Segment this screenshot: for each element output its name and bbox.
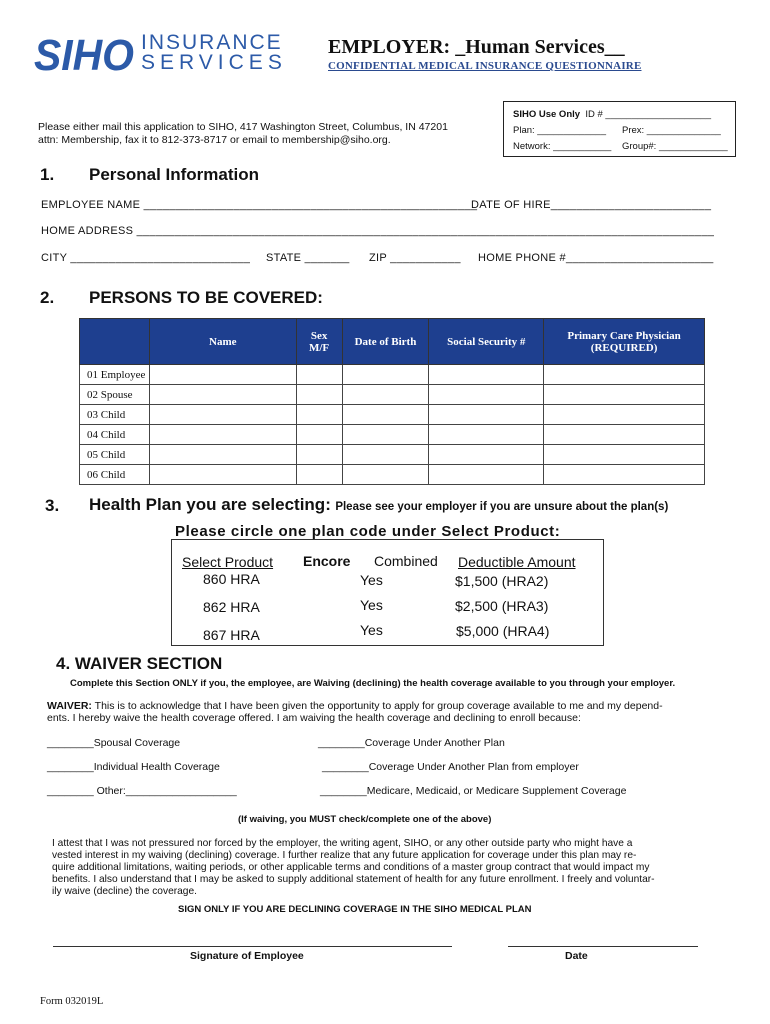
sex-cell[interactable]: [296, 365, 342, 385]
persons-table: [79, 318, 705, 485]
waiver-label: WAIVER:: [47, 700, 92, 712]
dob-cell[interactable]: [342, 425, 429, 445]
pcp-cell[interactable]: [544, 385, 705, 405]
section-2-title: PERSONS TO BE COVERED:: [89, 288, 323, 307]
home-phone-field[interactable]: HOME PHONE #_______________________: [478, 252, 714, 264]
table-row: [80, 365, 705, 385]
siho-logo: [34, 32, 134, 74]
sex-cell[interactable]: [296, 385, 342, 405]
logo-line-2: SERVICES: [141, 51, 287, 74]
form-number: Form 032019L: [40, 996, 104, 1007]
row-label: 06 Child: [80, 465, 150, 485]
dob-cell[interactable]: [342, 465, 429, 485]
plan-combined-867: Yes: [360, 622, 383, 638]
siho-plan-field[interactable]: Plan: _____________: [513, 125, 606, 136]
employer-title: EMPLOYER: _Human Services__: [328, 36, 625, 58]
ssn-cell[interactable]: [429, 405, 544, 425]
col-deductible: Deductible Amount: [458, 554, 576, 570]
mail-line-2: attn: Membership, fax it to 812-373-8717 or email to membership@siho.org.: [38, 134, 391, 146]
section-1-number: 1.: [40, 165, 55, 184]
waiver-text-2: ents. I hereby waive the health coverage offered. I am waiving the health coverage and declining to enroll because:: [47, 712, 581, 724]
name-cell[interactable]: [149, 445, 296, 465]
name-cell[interactable]: [149, 465, 296, 485]
attest-line-1: I attest that I was not pressured nor forced by the employer, the writing agent, SIHO, or any other outside party who might have a: [52, 838, 633, 849]
siho-prex-field[interactable]: Prex: ______________: [622, 125, 721, 136]
siho-use-only-box: [503, 101, 736, 157]
table-row: [80, 385, 705, 405]
attest-line-2: vested interest in my waiving (declining) coverage. I further realize that any future application for coverage under this plan may re-: [52, 850, 637, 861]
name-cell[interactable]: [149, 425, 296, 445]
table-row: [80, 405, 705, 425]
col-encore: Encore: [303, 553, 351, 569]
logo-line-1: INSURANCE: [141, 31, 283, 54]
plan-code-860[interactable]: 860 HRA: [203, 571, 260, 587]
sign-only-note: SIGN ONLY IF YOU ARE DECLINING COVERAGE IN THE SIHO MEDICAL PLAN: [178, 904, 532, 915]
col-header-name: Name: [149, 319, 296, 365]
option-medicare[interactable]: ________Medicare, Medicaid, or Medicare Supplement Coverage: [320, 785, 627, 797]
row-label: 03 Child: [80, 405, 150, 425]
confidential-title: CONFIDENTIAL MEDICAL INSURANCE QUESTIONNAIRE: [328, 60, 642, 72]
sex-cell[interactable]: [296, 465, 342, 485]
sex-cell[interactable]: [296, 425, 342, 445]
date-of-hire-field[interactable]: DATE OF HIRE_________________________: [471, 199, 712, 211]
dob-cell[interactable]: [342, 405, 429, 425]
dob-cell[interactable]: [342, 385, 429, 405]
plan-code-867[interactable]: 867 HRA: [203, 627, 260, 643]
col-header-dob: Date of Birth: [342, 319, 429, 365]
col-combined: Combined: [374, 553, 438, 569]
section-3-note: Please see your employer if you are unsure about the plan(s): [335, 501, 669, 513]
row-label: 02 Spouse: [80, 385, 150, 405]
plan-deductible-860: $1,500 (HRA2): [455, 573, 549, 589]
table-row: [80, 445, 705, 465]
name-cell[interactable]: [149, 385, 296, 405]
sex-cell[interactable]: [296, 445, 342, 465]
col-header-ssn: Social Security #: [429, 319, 544, 365]
ssn-cell[interactable]: [429, 445, 544, 465]
siho-id-field[interactable]: ID # ____________________: [585, 109, 712, 120]
section-3-title: Health Plan you are selecting:: [89, 495, 331, 514]
col-header-sex: Sex M/F: [296, 319, 342, 365]
attest-line-5: ily waive (decline) the coverage.: [52, 886, 197, 897]
home-address-field[interactable]: HOME ADDRESS __________________________________________________________________________________________: [41, 225, 715, 237]
section-3-number: 3.: [45, 496, 60, 515]
row-label: 04 Child: [80, 425, 150, 445]
table-row: [80, 425, 705, 445]
row-label: 05 Child: [80, 445, 150, 465]
date-line[interactable]: [508, 946, 698, 947]
logo-wordmark: SIHO: [34, 32, 134, 74]
pcp-cell[interactable]: [544, 365, 705, 385]
circle-instruction: Please circle one plan code under Select Product:: [175, 523, 561, 540]
persons-header-row: [80, 319, 705, 365]
col-select-product: Select Product: [182, 554, 274, 570]
ssn-cell[interactable]: [429, 365, 544, 385]
signature-label: Signature of Employee: [190, 950, 304, 962]
option-another-plan[interactable]: ________Coverage Under Another Plan: [318, 737, 505, 749]
plan-deductible-862: $2,500 (HRA3): [455, 598, 549, 614]
siho-network-field[interactable]: Network: ___________: [513, 141, 612, 152]
mail-line-1: Please either mail this application to SIHO, 417 Washington Street, Columbus, IN 47201: [38, 121, 448, 133]
ssn-cell[interactable]: [429, 425, 544, 445]
col-header-pcp: Primary Care Physician (REQUIRED): [544, 319, 705, 365]
mail-instructions: [38, 121, 448, 147]
city-field[interactable]: CITY ____________________________: [41, 252, 251, 264]
plan-combined-862: Yes: [360, 597, 383, 613]
pcp-cell[interactable]: [544, 425, 705, 445]
pcp-cell[interactable]: [544, 445, 705, 465]
option-spousal-coverage[interactable]: ________Spousal Coverage: [47, 737, 181, 749]
waiver-text-1: This is to acknowledge that I have been given the opportunity to apply for group coverage available to me and my depend-: [91, 700, 663, 712]
dob-cell[interactable]: [342, 445, 429, 465]
plan-combined-860: Yes: [360, 572, 383, 588]
siho-group-field[interactable]: Group#: _____________: [622, 141, 728, 152]
table-row: [80, 465, 705, 485]
sex-cell[interactable]: [296, 405, 342, 425]
waiver-section-title: 4. WAIVER SECTION: [56, 654, 223, 673]
logo-text: [141, 33, 287, 73]
option-individual-coverage[interactable]: ________Individual Health Coverage: [47, 761, 220, 773]
section-1-title: Personal Information: [89, 165, 260, 184]
attestation: [52, 838, 655, 898]
section-3-heading: [89, 495, 668, 515]
zip-field[interactable]: ZIP ___________: [369, 252, 461, 264]
employee-name-field[interactable]: EMPLOYEE NAME ____________________________________________________: [41, 199, 478, 211]
ssn-cell[interactable]: [429, 465, 544, 485]
name-cell[interactable]: [149, 365, 296, 385]
plan-selection-box: [171, 539, 604, 646]
dob-cell[interactable]: [342, 365, 429, 385]
attest-line-3: quire additional limitations, waiting periods, or other applicable terms and conditions of a master group contract that would impact my: [52, 862, 650, 873]
col-header-blank: [80, 319, 150, 365]
row-label: 01 Employee: [80, 365, 150, 385]
pcp-cell[interactable]: [544, 465, 705, 485]
plan-code-862[interactable]: 862 HRA: [203, 599, 260, 615]
pcp-cell[interactable]: [544, 405, 705, 425]
attest-line-4: benefits. I also understand that I may be asked to supply additional statement of health for any future enrollment. I freely and voluntar-: [52, 874, 655, 885]
plan-deductible-867: $5,000 (HRA4): [456, 623, 550, 639]
must-check-note: (If waiving, you MUST check/complete one of the above): [238, 814, 492, 825]
waiver-statement: [47, 700, 663, 724]
siho-use-title: SIHO Use Only: [513, 109, 581, 120]
ssn-cell[interactable]: [429, 385, 544, 405]
signature-line[interactable]: [53, 946, 452, 947]
name-cell[interactable]: [149, 405, 296, 425]
option-other[interactable]: ________ Other:___________________: [47, 785, 237, 797]
date-label: Date: [565, 950, 588, 962]
option-another-plan-employer[interactable]: ________Coverage Under Another Plan from employer: [322, 761, 579, 773]
state-field[interactable]: STATE _______: [266, 252, 350, 264]
section-2-number: 2.: [40, 288, 55, 307]
waiver-instruction: Complete this Section ONLY if you, the employee, are Waiving (declining) the health coverage available to you through your employer.: [70, 678, 676, 689]
